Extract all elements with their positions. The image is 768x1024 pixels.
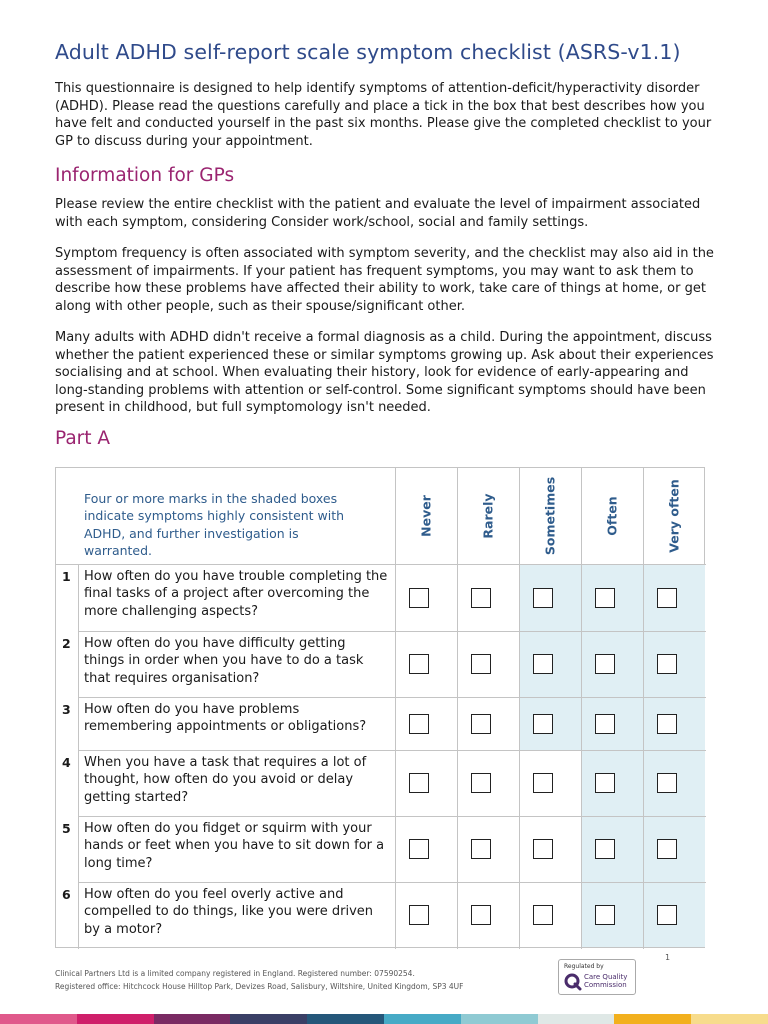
table-grid-line (78, 816, 706, 817)
table-grid-line (78, 564, 79, 949)
answer-checkbox-rarely[interactable] (471, 714, 491, 734)
answer-checkbox-often[interactable] (595, 773, 615, 793)
table-grid-line (78, 750, 706, 751)
cqc-badge (558, 959, 636, 995)
stripe-segment (691, 1014, 768, 1024)
answer-checkbox-never[interactable] (409, 905, 429, 925)
answer-checkbox-sometimes[interactable] (533, 588, 553, 608)
question-text: How often do you have trouble completing the final tasks of a project after overcoming the more challenging aspects? (84, 569, 388, 619)
answer-checkbox-often[interactable] (595, 714, 615, 734)
answer-checkbox-often[interactable] (595, 588, 615, 608)
column-header-label: Very often (666, 479, 682, 553)
answer-checkbox-very-often[interactable] (657, 839, 677, 859)
answer-checkbox-often[interactable] (595, 654, 615, 674)
question-text: How often do you have problems remembering appointments or obligations? (84, 702, 367, 735)
page-number: 1 (665, 953, 671, 962)
stripe-segment (614, 1014, 691, 1024)
intro-paragraph: This questionnaire is designed to help identify symptoms of attention-deficit/hyperactivity disorder (ADHD). Please read the questions carefully and place a tick in the box that best describes how you have felt and conducted yourself in the past six months. Please give the completed checklist to your GP to discuss during your appointment. (55, 81, 712, 149)
answer-checkbox-rarely[interactable] (471, 654, 491, 674)
answer-checkbox-very-often[interactable] (657, 714, 677, 734)
stripe-segment (538, 1014, 615, 1024)
column-header-label: Sometimes (542, 476, 558, 556)
cqc-logo-icon (564, 973, 582, 991)
answer-checkbox-very-often[interactable] (657, 654, 677, 674)
answer-checkbox-never[interactable] (409, 773, 429, 793)
column-header-label: Often (604, 496, 620, 536)
stripe-segment (77, 1014, 154, 1024)
column-header-label: Never (418, 495, 434, 537)
answer-checkbox-sometimes[interactable] (533, 773, 553, 793)
question-text: How often do you have difficulty getting things in order when you have to do a task that requires organisation? (84, 636, 364, 686)
gp-paragraph-3: Many adults with ADHD didn't receive a formal diagnosis as a child. During the appointment, discuss whether the patient experienced these or similar symptoms growing up. Ask about their experiences socialising and at school. When evaluating their history, look for evidence of early-appearing and long-standing problems with attention or self-control. Some significant symptoms should have been present in childhood, but full symptomology isn't needed. (55, 330, 714, 416)
question-number: 3 (62, 702, 71, 717)
table-grid-line (56, 564, 706, 565)
question-text: When you have a task that requires a lot of thought, how often do you avoid or delay getting started? (84, 755, 367, 805)
gp-paragraph-1: Please review the entire checklist with the patient and evaluate the level of impairment associated with each symptom, considering Consider work/school, social and family settings. (55, 197, 701, 230)
stripe-segment (0, 1014, 77, 1024)
column-header-label: Rarely (480, 493, 496, 539)
table-grid-line (78, 882, 706, 883)
answer-checkbox-often[interactable] (595, 905, 615, 925)
question-number: 6 (62, 887, 71, 902)
stripe-segment (154, 1014, 231, 1024)
symptom-checklist-table (55, 467, 705, 948)
stripe-segment (230, 1014, 307, 1024)
stripe-segment (384, 1014, 461, 1024)
answer-checkbox-never[interactable] (409, 588, 429, 608)
answer-checkbox-sometimes[interactable] (533, 654, 553, 674)
answer-checkbox-never[interactable] (409, 654, 429, 674)
column-header-never (395, 468, 457, 564)
column-header-very-often (643, 468, 705, 564)
answer-checkbox-never[interactable] (409, 714, 429, 734)
question-number: 1 (62, 569, 71, 584)
table-grid-line (78, 631, 706, 632)
answer-checkbox-sometimes[interactable] (533, 714, 553, 734)
cqc-regulated-label: Regulated by (564, 963, 604, 970)
column-header-sometimes (519, 468, 581, 564)
cqc-name-line-1: Care Quality (584, 973, 628, 981)
shaded-boxes-note: Four or more marks in the shaded boxes indicate symptoms highly consistent with ADHD, and further investigation is warranted. (84, 491, 345, 558)
table-grid-line (78, 697, 706, 698)
answer-checkbox-rarely[interactable] (471, 905, 491, 925)
cqc-name-line-2: Commission (584, 980, 627, 989)
stripe-segment (307, 1014, 384, 1024)
column-header-often (581, 468, 643, 564)
question-number: 5 (62, 821, 71, 836)
answer-checkbox-rarely[interactable] (471, 839, 491, 859)
gp-info-heading: Information for GPs (55, 165, 235, 186)
gp-paragraph-2: Symptom frequency is often associated with symptom severity, and the checklist may also aid in the assessment of impairments. If your patient has frequent symptoms, you may want to ask them to describe how these problems have affected their ability to work, take care of things at home, or get along with other people, such as their spouse/significant other. (55, 246, 714, 314)
page-title: Adult ADHD self-report scale symptom checklist (ASRS-v1.1) (55, 40, 681, 64)
answer-checkbox-sometimes[interactable] (533, 839, 553, 859)
question-text: How often do you fidget or squirm with your hands or feet when you have to sit down for a long time? (84, 821, 385, 871)
answer-checkbox-very-often[interactable] (657, 773, 677, 793)
stripe-segment (461, 1014, 538, 1024)
answer-checkbox-rarely[interactable] (471, 773, 491, 793)
answer-checkbox-very-often[interactable] (657, 905, 677, 925)
answer-checkbox-very-often[interactable] (657, 588, 677, 608)
column-header-rarely (457, 468, 519, 564)
footer-company-line: Clinical Partners Ltd is a limited company registered in England. Registered number: 07590254. (55, 969, 415, 978)
answer-checkbox-often[interactable] (595, 839, 615, 859)
question-text: How often do you feel overly active and compelled to do things, like you were driven by a motor? (84, 887, 374, 937)
question-number: 2 (62, 636, 71, 651)
answer-checkbox-rarely[interactable] (471, 588, 491, 608)
footer-color-stripe (0, 1014, 768, 1024)
question-number: 4 (62, 755, 71, 770)
part-a-heading: Part A (55, 428, 111, 449)
cqc-name (584, 974, 627, 989)
answer-checkbox-sometimes[interactable] (533, 905, 553, 925)
answer-checkbox-never[interactable] (409, 839, 429, 859)
footer-office-line: Registered office: Hitchcock House Hilltop Park, Devizes Road, Salisbury, Wiltshire, United Kingdom, SP3 4UF (55, 982, 464, 991)
